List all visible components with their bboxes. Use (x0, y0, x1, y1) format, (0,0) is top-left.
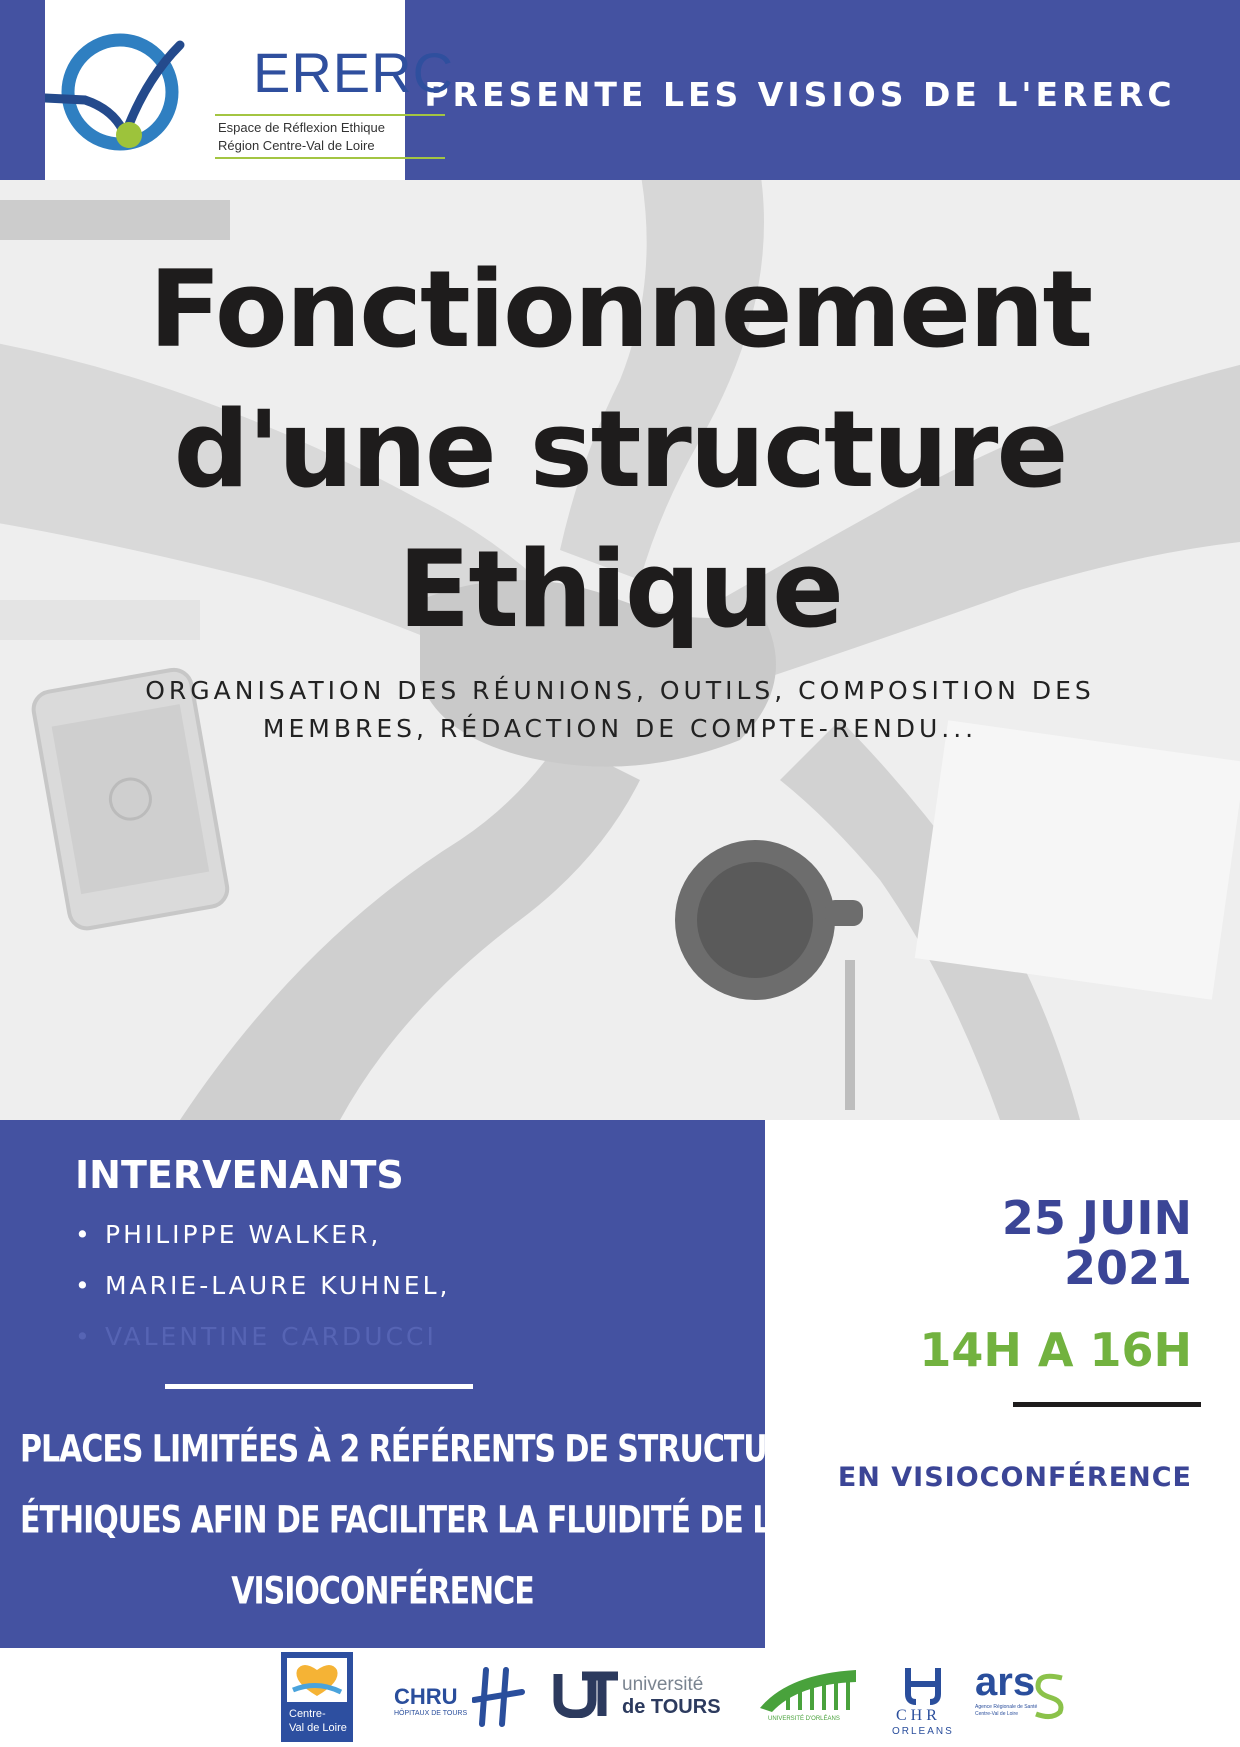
subtitle-line-1: ORGANISATION DES RÉUNIONS, OUTILS, COMPOSITION DES (145, 676, 1095, 705)
chru-logo-name: CHRU (394, 1684, 458, 1709)
title-line-1: Fonctionnement (148, 248, 1092, 371)
bullet-icon: • (75, 1271, 93, 1300)
logo-rule-bottom (215, 157, 445, 159)
title-line-2: d'une structure (173, 388, 1067, 511)
panel-divider (165, 1384, 473, 1389)
region-logo-line1: Centre- (289, 1708, 326, 1720)
region-logo-line2: Val de Loire (289, 1722, 347, 1734)
univ-tours-line2: de TOURS (622, 1696, 721, 1718)
chr-logo-sub: ORLEANS (892, 1726, 954, 1737)
region-heart-icon (281, 1652, 353, 1704)
ererc-logo-name: ERERC (253, 41, 455, 104)
logo-rule-top (215, 114, 445, 116)
ererc-logo-subtitle-2: Région Centre-Val de Loire (218, 138, 375, 153)
chr-orleans-logo (888, 1664, 958, 1744)
notice-line-3: VISIOCONFÉRENCE (231, 1569, 534, 1614)
event-divider (1013, 1402, 1201, 1407)
header-tagline: PRESENTE LES VISIOS DE L'ERERC (424, 75, 1176, 114)
ars-s-icon (1030, 1670, 1070, 1720)
speaker-item (75, 1319, 437, 1355)
universite-orleans-logo (758, 1664, 858, 1730)
speaker-item (75, 1217, 381, 1253)
univ-tours-line1: université (622, 1674, 704, 1695)
speaker-name: VALENTINE CARDUCCI (105, 1322, 437, 1351)
bullet-icon: • (75, 1322, 93, 1351)
ars-logo (975, 1660, 1075, 1726)
chr-emblem-icon (898, 1664, 948, 1706)
chru-h-icon (472, 1666, 527, 1728)
ererc-check-icon (45, 0, 245, 175)
chr-logo-name: CHR (896, 1707, 941, 1724)
ars-logo-sub1: Agence Régionale de Santé (975, 1704, 1038, 1710)
event-date-line-1: 25 JUIN (1001, 1191, 1192, 1245)
univ-orleans-name: UNIVERSITÉ D'ORLÉANS (768, 1716, 840, 1722)
event-date-line-2: 2021 (1063, 1241, 1192, 1295)
speakers-heading: INTERVENANTS (75, 1153, 404, 1197)
notice-line-1: PLACES LIMITÉES À 2 RÉFÉRENTS DE STRUCTURES (20, 1427, 829, 1472)
ut-monogram-icon (552, 1668, 620, 1718)
bullet-icon: • (75, 1220, 93, 1249)
univ-orleans-wave-icon (758, 1664, 858, 1714)
speaker-name: PHILIPPE WALKER, (105, 1220, 382, 1249)
event-mode: EN VISIOCONFÉRENCE (837, 1462, 1192, 1493)
ererc-logo-subtitle-1: Espace de Réflexion Ethique (218, 120, 385, 135)
chru-tours-logo (392, 1666, 527, 1728)
notice-line-2: ÉTHIQUES AFIN DE FACILITER LA FLUIDITÉ DE LA (20, 1498, 793, 1543)
ars-logo-sub2: Centre-Val de Loire (975, 1711, 1018, 1717)
ars-logo-name: ars (975, 1660, 1036, 1704)
background-photo (0, 180, 1240, 1120)
speaker-item (75, 1268, 450, 1304)
speaker-name: MARIE-LAURE KUHNEL, (105, 1271, 451, 1300)
subtitle-line-2: MEMBRES, RÉDACTION DE COMPTE-RENDU... (262, 714, 978, 743)
title-line-3: Ethique (397, 528, 843, 651)
chru-logo-sub: HÔPITAUX DE TOURS (394, 1710, 468, 1717)
event-time: 14H A 16H (919, 1323, 1192, 1377)
universite-tours-logo (552, 1668, 730, 1726)
region-centre-logo (281, 1652, 353, 1742)
